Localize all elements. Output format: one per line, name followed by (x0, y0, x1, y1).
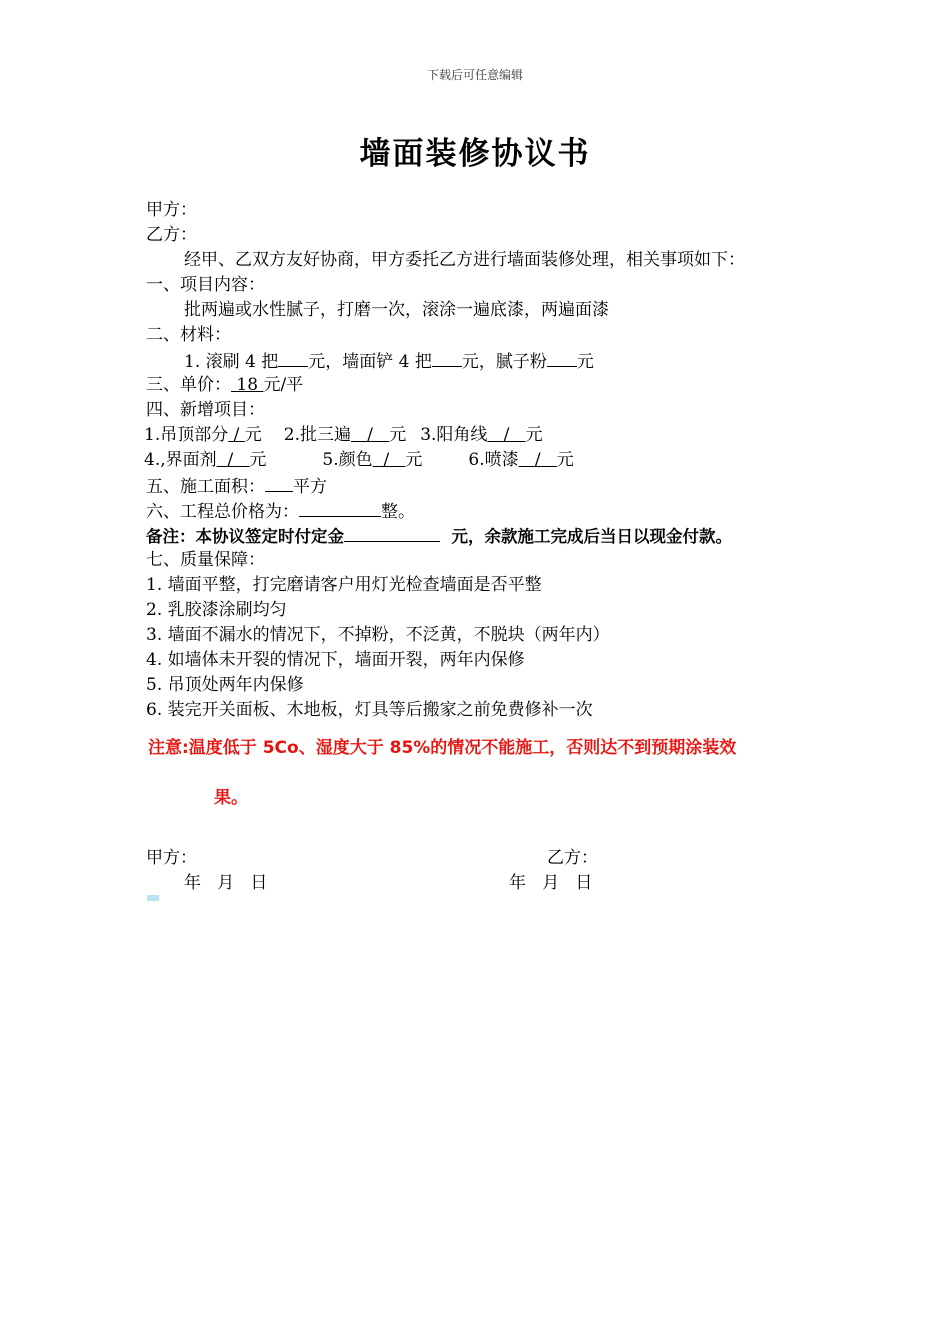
material-scraper-label: 元，墙面铲 4 把 (308, 352, 432, 372)
unit-price-value (231, 375, 263, 395)
signature-party-b: 乙方： (547, 848, 598, 868)
item-color-slash: / (383, 450, 390, 470)
agreement-body (146, 198, 826, 723)
item-three-coats-slash: / (367, 425, 373, 445)
highlight-marker (147, 895, 159, 901)
item-corner-yuan: 元 (525, 425, 543, 445)
section-4-row-2 (144, 448, 826, 473)
section-4-heading: 四、新增项目： (146, 400, 265, 420)
material-yuan: 元 (576, 352, 594, 372)
section-5-area (146, 473, 826, 498)
notice-line-2: 果。 (214, 788, 248, 808)
section-7-heading: 七、质量保障： (146, 550, 265, 570)
guarantee-item: 2. 乳胶漆涂刷均匀 (146, 600, 287, 620)
item-ceiling-value (228, 425, 245, 445)
signature-date-b: 年 月 日 (509, 873, 593, 893)
section-1-heading: 一、项目内容： (146, 275, 265, 295)
total-unit: 整。 (381, 502, 415, 522)
area-unit: 平方 (293, 477, 327, 497)
section-3-price (146, 373, 826, 398)
unit-price-number: 18 (236, 375, 259, 395)
remark-line (146, 523, 826, 548)
material-putty-blank (547, 348, 577, 367)
item-spray-value (519, 450, 557, 470)
item-three-coats-yuan: 元 (389, 425, 407, 445)
total-blank (299, 498, 381, 517)
item-interface-label: 4.,界面剂 (144, 450, 217, 470)
section-5-heading: 五、施工面积： (146, 477, 265, 497)
item-interface-slash: / (227, 450, 234, 470)
item-ceiling-yuan: 元 (244, 425, 262, 445)
document-title: 墙面装修协议书 (359, 136, 591, 172)
item-three-coats-value (351, 425, 389, 445)
unit-price-unit: 元/平 (263, 375, 304, 395)
material-brush-blank (278, 348, 308, 367)
party-a-line: 甲方： (146, 200, 197, 220)
material-scraper-blank (432, 348, 462, 367)
item-color-yuan: 元 (405, 450, 423, 470)
section-4-row-1 (144, 423, 826, 448)
section-2-heading: 二、材料： (146, 325, 231, 345)
signature-date-a: 年 月 日 (184, 873, 268, 893)
header-note: 下载后可任意编辑 (426, 68, 523, 82)
notice-line-1: 注意:温度低于 5Co、湿度大于 85%的情况不能施工，否则达不到预期涂装效 (148, 738, 737, 758)
material-brush-label: 1. 滚刷 4 把 (184, 352, 279, 372)
guarantee-item: 1. 墙面平整，打完磨请客户用灯光检查墙面是否平整 (146, 575, 542, 595)
item-interface-yuan: 元 (249, 450, 267, 470)
item-color-label: 5.颜色 (322, 450, 373, 470)
party-b-line: 乙方： (146, 225, 197, 245)
section-3-heading: 三、单价： (146, 375, 231, 395)
item-spray-label: 6.喷漆 (468, 450, 519, 470)
item-three-coats-label: 2.批三遍 (283, 425, 352, 445)
guarantee-item: 4. 如墙体未开裂的情况下，墙面开裂，两年内保修 (146, 650, 525, 670)
item-corner-value (487, 425, 525, 445)
item-spray-yuan: 元 (556, 450, 574, 470)
item-ceiling-slash: / (233, 425, 240, 445)
item-interface-value (217, 450, 250, 470)
intro-text: 经甲、乙双方友好协商，甲方委托乙方进行墙面装修处理，相关事项如下： (184, 250, 745, 270)
item-corner-slash: / (503, 425, 510, 445)
area-blank (265, 473, 293, 492)
material-putty-label: 元，腻子粉 (461, 352, 547, 372)
item-ceiling-label: 1.吊顶部分 (144, 425, 229, 445)
remark-suffix: 元，余款施工完成后当日以现金付款。 (451, 527, 732, 546)
signature-party-a: 甲方： (146, 848, 197, 868)
guarantee-item: 3. 墙面不漏水的情况下，不掉粉，不泛黄，不脱块（两年内） (146, 625, 610, 645)
section-2-materials (146, 348, 826, 373)
item-spray-slash: / (534, 450, 541, 470)
item-color-value (373, 450, 406, 470)
section-6-total (146, 498, 826, 523)
remark-prefix: 备注：本协议签定时付定金 (146, 527, 344, 546)
section-6-heading: 六、工程总价格为： (146, 502, 299, 522)
item-corner-label: 3.阳角线 (420, 425, 488, 445)
guarantee-item: 6. 装完开关面板、木地板，灯具等后搬家之前免费修补一次 (146, 700, 593, 720)
guarantee-item: 5. 吊顶处两年内保修 (146, 675, 304, 695)
deposit-blank (344, 523, 440, 542)
section-1-content: 批两遍或水性腻子，打磨一次，滚涂一遍底漆，两遍面漆 (184, 300, 609, 320)
